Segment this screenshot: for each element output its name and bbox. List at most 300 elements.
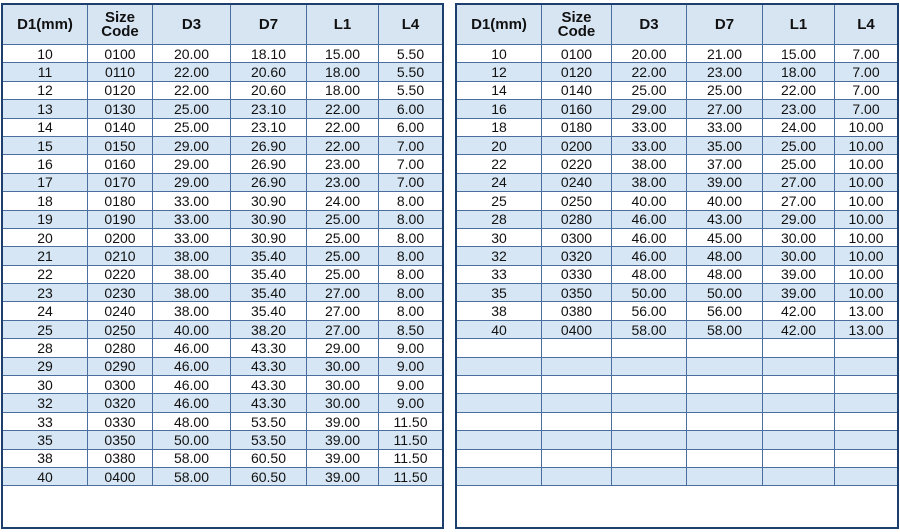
cell-l1: 25.00 — [307, 247, 379, 265]
cell-d1: 14 — [3, 118, 88, 136]
cell-l4 — [835, 467, 898, 485]
cell-d1: 38 — [3, 449, 88, 467]
cell-d1 — [457, 394, 542, 412]
table-row — [457, 136, 898, 154]
table-row — [457, 302, 898, 320]
header-size-code-line1: Size — [561, 8, 592, 26]
cell-d1: 16 — [3, 155, 88, 173]
cell-l4: 5.50 — [379, 45, 443, 63]
cell-d3: 46.00 — [612, 210, 687, 228]
cell-l4 — [835, 394, 898, 412]
table-row — [3, 394, 443, 412]
cell-l1: 25.00 — [307, 210, 379, 228]
cell-d7 — [687, 339, 763, 357]
table-row — [3, 192, 443, 210]
cell-l1: 22.00 — [307, 100, 379, 118]
cell-size-code: 0110 — [88, 63, 153, 81]
cell-size-code: 0210 — [88, 247, 153, 265]
table-row — [3, 265, 443, 283]
cell-l4: 7.00 — [835, 63, 898, 81]
cell-size-code: 0320 — [542, 247, 612, 265]
header-d1: D1(mm) — [3, 5, 88, 45]
cell-l4: 8.50 — [379, 320, 443, 338]
cell-size-code: 0180 — [542, 118, 612, 136]
table-row — [457, 228, 898, 246]
table-row — [3, 320, 443, 338]
cell-l4: 8.00 — [379, 284, 443, 302]
cell-l1 — [763, 412, 835, 430]
table-row — [457, 357, 898, 375]
cell-l1 — [763, 449, 835, 467]
cell-size-code — [542, 412, 612, 430]
cell-size-code: 0160 — [542, 100, 612, 118]
cell-l1 — [763, 357, 835, 375]
cell-d7: 43.30 — [231, 394, 307, 412]
cell-l4: 10.00 — [835, 284, 898, 302]
cell-d3: 38.00 — [612, 173, 687, 191]
cell-d3: 29.00 — [153, 136, 231, 154]
cell-d1: 33 — [3, 412, 88, 430]
cell-d3: 40.00 — [612, 192, 687, 210]
table-row — [3, 467, 443, 485]
cell-d1 — [457, 467, 542, 485]
cell-d3: 22.00 — [153, 81, 231, 99]
cell-d7 — [687, 376, 763, 394]
cell-l1: 18.00 — [307, 63, 379, 81]
cell-d1: 30 — [3, 376, 88, 394]
cell-size-code: 0240 — [88, 302, 153, 320]
cell-d3: 33.00 — [153, 228, 231, 246]
cell-d7 — [687, 357, 763, 375]
table-row — [457, 467, 898, 485]
cell-l1: 39.00 — [763, 265, 835, 283]
cell-d7: 48.00 — [687, 247, 763, 265]
cell-size-code: 0250 — [542, 192, 612, 210]
cell-size-code: 0330 — [88, 412, 153, 430]
cell-l4: 9.00 — [379, 357, 443, 375]
cell-size-code: 0200 — [542, 136, 612, 154]
cell-l4: 10.00 — [835, 136, 898, 154]
cell-d1 — [457, 431, 542, 449]
cell-d3: 58.00 — [153, 449, 231, 467]
cell-d3: 46.00 — [612, 247, 687, 265]
cell-l1: 25.00 — [307, 265, 379, 283]
cell-d7: 43.30 — [231, 357, 307, 375]
cell-l4: 7.00 — [835, 100, 898, 118]
table-row — [457, 376, 898, 394]
cell-size-code: 0120 — [542, 63, 612, 81]
cell-l4: 7.00 — [379, 155, 443, 173]
cell-d7: 23.00 — [687, 63, 763, 81]
cell-d1: 30 — [457, 228, 542, 246]
header-d1: D1(mm) — [457, 5, 542, 45]
table-row — [457, 247, 898, 265]
cell-d1: 38 — [457, 302, 542, 320]
cell-d3: 25.00 — [153, 100, 231, 118]
cell-size-code: 0380 — [88, 449, 153, 467]
cell-d3: 50.00 — [612, 284, 687, 302]
cell-size-code: 0100 — [542, 45, 612, 63]
cell-size-code: 0320 — [88, 394, 153, 412]
header-l1: L1 — [307, 5, 379, 45]
cell-d3: 40.00 — [153, 320, 231, 338]
cell-l4: 11.50 — [379, 412, 443, 430]
cell-l1: 22.00 — [763, 81, 835, 99]
cell-d1: 15 — [3, 136, 88, 154]
table-row — [457, 45, 898, 63]
cell-d1: 16 — [457, 100, 542, 118]
table-row — [3, 81, 443, 99]
cell-d1: 25 — [3, 320, 88, 338]
cell-l1: 42.00 — [763, 320, 835, 338]
cell-l1: 25.00 — [763, 136, 835, 154]
header-l1: L1 — [763, 5, 835, 45]
cell-l4: 8.00 — [379, 228, 443, 246]
cell-size-code — [542, 376, 612, 394]
cell-d1: 28 — [457, 210, 542, 228]
cell-d1: 32 — [457, 247, 542, 265]
cell-l1 — [763, 376, 835, 394]
cell-l1 — [763, 339, 835, 357]
cell-d7 — [687, 412, 763, 430]
cell-l4 — [835, 376, 898, 394]
cell-d1: 28 — [3, 339, 88, 357]
cell-d7: 35.00 — [687, 136, 763, 154]
cell-d1 — [457, 449, 542, 467]
cell-size-code: 0290 — [88, 357, 153, 375]
cell-size-code: 0400 — [542, 320, 612, 338]
cell-d7 — [687, 431, 763, 449]
cell-size-code: 0330 — [542, 265, 612, 283]
cell-size-code: 0140 — [542, 81, 612, 99]
cell-l1: 39.00 — [307, 412, 379, 430]
cell-d1: 18 — [457, 118, 542, 136]
table-row — [3, 45, 443, 63]
cell-d7: 23.10 — [231, 118, 307, 136]
cell-size-code: 0160 — [88, 155, 153, 173]
header-size-code-line2: Code — [101, 22, 139, 40]
cell-d7: 21.00 — [687, 45, 763, 63]
cell-l1: 30.00 — [763, 228, 835, 246]
cell-d3: 38.00 — [153, 265, 231, 283]
cell-l1: 30.00 — [763, 247, 835, 265]
cell-l1: 18.00 — [763, 63, 835, 81]
cell-d1 — [457, 339, 542, 357]
cell-d3: 25.00 — [612, 81, 687, 99]
cell-d7: 20.60 — [231, 81, 307, 99]
cell-l1: 39.00 — [763, 284, 835, 302]
cell-d3: 58.00 — [612, 320, 687, 338]
cell-d7: 39.00 — [687, 173, 763, 191]
cell-d3 — [612, 394, 687, 412]
cell-d1 — [457, 376, 542, 394]
cell-l1 — [763, 467, 835, 485]
cell-l4: 7.00 — [379, 136, 443, 154]
cell-l4 — [835, 339, 898, 357]
table-row — [3, 357, 443, 375]
cell-d7 — [687, 394, 763, 412]
cell-l1: 15.00 — [763, 45, 835, 63]
cell-d7: 48.00 — [687, 265, 763, 283]
cell-d1: 33 — [457, 265, 542, 283]
cell-d1: 10 — [3, 45, 88, 63]
cell-d7: 26.90 — [231, 155, 307, 173]
cell-size-code — [542, 339, 612, 357]
table-row — [3, 173, 443, 191]
cell-d1: 24 — [457, 173, 542, 191]
cell-size-code — [542, 449, 612, 467]
cell-size-code: 0250 — [88, 320, 153, 338]
cell-d1: 29 — [3, 357, 88, 375]
table-row — [3, 412, 443, 430]
cell-d7: 43.00 — [687, 210, 763, 228]
cell-d1: 25 — [457, 192, 542, 210]
cell-l1: 15.00 — [307, 45, 379, 63]
cell-l4: 10.00 — [835, 118, 898, 136]
cell-d1: 24 — [3, 302, 88, 320]
cell-l4: 6.00 — [379, 118, 443, 136]
cell-d7: 40.00 — [687, 192, 763, 210]
cell-l4: 10.00 — [835, 228, 898, 246]
table-row — [3, 247, 443, 265]
cell-l4 — [835, 357, 898, 375]
cell-d3 — [612, 376, 687, 394]
cell-l1: 22.00 — [307, 136, 379, 154]
cell-size-code: 0400 — [88, 467, 153, 485]
cell-size-code: 0190 — [88, 210, 153, 228]
cell-l4: 6.00 — [379, 100, 443, 118]
cell-d7: 58.00 — [687, 320, 763, 338]
cell-l4: 8.00 — [379, 265, 443, 283]
cell-l1: 29.00 — [763, 210, 835, 228]
cell-l4: 9.00 — [379, 376, 443, 394]
cell-size-code: 0180 — [88, 192, 153, 210]
cell-d3: 33.00 — [612, 118, 687, 136]
header-d3: D3 — [153, 5, 231, 45]
cell-l1: 30.00 — [307, 357, 379, 375]
header-row — [457, 5, 898, 45]
cell-d3: 38.00 — [153, 284, 231, 302]
cell-d7: 35.40 — [231, 247, 307, 265]
table-row — [3, 228, 443, 246]
size-table-left — [2, 4, 443, 486]
cell-d3: 46.00 — [153, 339, 231, 357]
cell-l1: 29.00 — [307, 339, 379, 357]
table-row — [457, 63, 898, 81]
cell-size-code — [542, 357, 612, 375]
table-row — [3, 302, 443, 320]
cell-d3: 20.00 — [612, 45, 687, 63]
table-row — [3, 339, 443, 357]
cell-d7: 60.50 — [231, 449, 307, 467]
cell-l1: 24.00 — [307, 192, 379, 210]
cell-l1: 25.00 — [307, 228, 379, 246]
table-row — [3, 431, 443, 449]
cell-d7: 30.90 — [231, 192, 307, 210]
cell-size-code: 0300 — [88, 376, 153, 394]
cell-l1: 27.00 — [763, 192, 835, 210]
header-l4: L4 — [835, 5, 898, 45]
cell-d3: 46.00 — [153, 357, 231, 375]
cell-d3 — [612, 449, 687, 467]
cell-d3: 29.00 — [153, 173, 231, 191]
header-row — [3, 5, 443, 45]
cell-l4: 9.00 — [379, 394, 443, 412]
cell-d1: 17 — [3, 173, 88, 191]
cell-d3: 33.00 — [153, 210, 231, 228]
cell-l4: 11.50 — [379, 467, 443, 485]
cell-d3: 50.00 — [153, 431, 231, 449]
cell-size-code — [542, 394, 612, 412]
cell-size-code: 0300 — [542, 228, 612, 246]
cell-l1 — [763, 394, 835, 412]
cell-l4: 5.50 — [379, 63, 443, 81]
cell-size-code: 0240 — [542, 173, 612, 191]
cell-l4: 10.00 — [835, 192, 898, 210]
cell-d1 — [457, 412, 542, 430]
size-table-right — [456, 4, 898, 486]
cell-d3: 33.00 — [153, 192, 231, 210]
cell-d7 — [687, 449, 763, 467]
cell-size-code: 0120 — [88, 81, 153, 99]
cell-d1: 19 — [3, 210, 88, 228]
cell-size-code: 0220 — [88, 265, 153, 283]
cell-size-code: 0350 — [88, 431, 153, 449]
cell-l1: 27.00 — [307, 302, 379, 320]
cell-d1 — [457, 357, 542, 375]
cell-l4: 13.00 — [835, 302, 898, 320]
cell-l4: 13.00 — [835, 320, 898, 338]
table-row — [457, 412, 898, 430]
cell-l4: 10.00 — [835, 265, 898, 283]
cell-d7: 23.10 — [231, 100, 307, 118]
table-row — [457, 449, 898, 467]
cell-l4: 7.00 — [379, 173, 443, 191]
cell-l1: 30.00 — [307, 376, 379, 394]
table-row — [3, 136, 443, 154]
cell-d3: 29.00 — [153, 155, 231, 173]
cell-d1: 21 — [3, 247, 88, 265]
cell-d3: 46.00 — [153, 376, 231, 394]
cell-d7: 30.90 — [231, 210, 307, 228]
cell-d7: 26.90 — [231, 136, 307, 154]
table-row — [457, 394, 898, 412]
cell-d7: 20.60 — [231, 63, 307, 81]
cell-l1: 24.00 — [763, 118, 835, 136]
table-row — [3, 376, 443, 394]
cell-d3: 46.00 — [612, 228, 687, 246]
table-row — [457, 173, 898, 191]
table-row — [3, 210, 443, 228]
cell-d1: 13 — [3, 100, 88, 118]
cell-l4: 7.00 — [835, 45, 898, 63]
cell-d3 — [612, 431, 687, 449]
cell-d3: 20.00 — [153, 45, 231, 63]
cell-l4: 5.50 — [379, 81, 443, 99]
table-row — [457, 339, 898, 357]
cell-d7: 60.50 — [231, 467, 307, 485]
cell-d1: 12 — [3, 81, 88, 99]
cell-l4: 10.00 — [835, 155, 898, 173]
table-row — [3, 449, 443, 467]
cell-l4: 10.00 — [835, 173, 898, 191]
table-row — [457, 118, 898, 136]
cell-size-code — [542, 431, 612, 449]
cell-l4: 10.00 — [835, 247, 898, 265]
cell-d3 — [612, 412, 687, 430]
cell-d7: 43.30 — [231, 376, 307, 394]
header-size-code — [88, 5, 153, 45]
cell-size-code: 0140 — [88, 118, 153, 136]
cell-l1 — [763, 431, 835, 449]
cell-l4: 10.00 — [835, 210, 898, 228]
cell-d1: 18 — [3, 192, 88, 210]
cell-d1: 22 — [3, 265, 88, 283]
cell-d7: 38.20 — [231, 320, 307, 338]
cell-d1: 12 — [457, 63, 542, 81]
cell-d7: 33.00 — [687, 118, 763, 136]
cell-d7: 27.00 — [687, 100, 763, 118]
cell-size-code: 0200 — [88, 228, 153, 246]
cell-l1: 42.00 — [763, 302, 835, 320]
cell-d3: 22.00 — [153, 63, 231, 81]
table-row — [457, 284, 898, 302]
cell-l1: 22.00 — [307, 118, 379, 136]
cell-d3: 38.00 — [153, 302, 231, 320]
cell-l4: 8.00 — [379, 302, 443, 320]
table-row — [457, 210, 898, 228]
cell-d3: 38.00 — [153, 247, 231, 265]
cell-l1: 18.00 — [307, 81, 379, 99]
cell-l4 — [835, 431, 898, 449]
table-row — [3, 100, 443, 118]
cell-d7: 25.00 — [687, 81, 763, 99]
cell-d7: 26.90 — [231, 173, 307, 191]
header-d3: D3 — [612, 5, 687, 45]
cell-size-code: 0100 — [88, 45, 153, 63]
cell-d7: 18.10 — [231, 45, 307, 63]
cell-d3: 48.00 — [153, 412, 231, 430]
cell-l1: 39.00 — [307, 431, 379, 449]
cell-l4: 11.50 — [379, 431, 443, 449]
cell-d3: 33.00 — [612, 136, 687, 154]
cell-l1: 27.00 — [307, 284, 379, 302]
table-row — [3, 155, 443, 173]
cell-size-code — [542, 467, 612, 485]
cell-d3: 56.00 — [612, 302, 687, 320]
cell-l4: 8.00 — [379, 192, 443, 210]
cell-d3: 58.00 — [153, 467, 231, 485]
cell-d7 — [687, 467, 763, 485]
cell-l4: 8.00 — [379, 210, 443, 228]
table-row — [457, 81, 898, 99]
table-row — [457, 155, 898, 173]
cell-l1: 23.00 — [307, 155, 379, 173]
cell-d1: 40 — [3, 467, 88, 485]
cell-d1: 32 — [3, 394, 88, 412]
header-size-code — [542, 5, 612, 45]
cell-d1: 35 — [457, 284, 542, 302]
cell-d3: 46.00 — [153, 394, 231, 412]
cell-size-code: 0280 — [542, 210, 612, 228]
cell-d7: 35.40 — [231, 302, 307, 320]
cell-d3: 38.00 — [612, 155, 687, 173]
header-d7: D7 — [687, 5, 763, 45]
cell-d7: 53.50 — [231, 412, 307, 430]
cell-d1: 14 — [457, 81, 542, 99]
cell-d1: 11 — [3, 63, 88, 81]
header-l4: L4 — [379, 5, 443, 45]
